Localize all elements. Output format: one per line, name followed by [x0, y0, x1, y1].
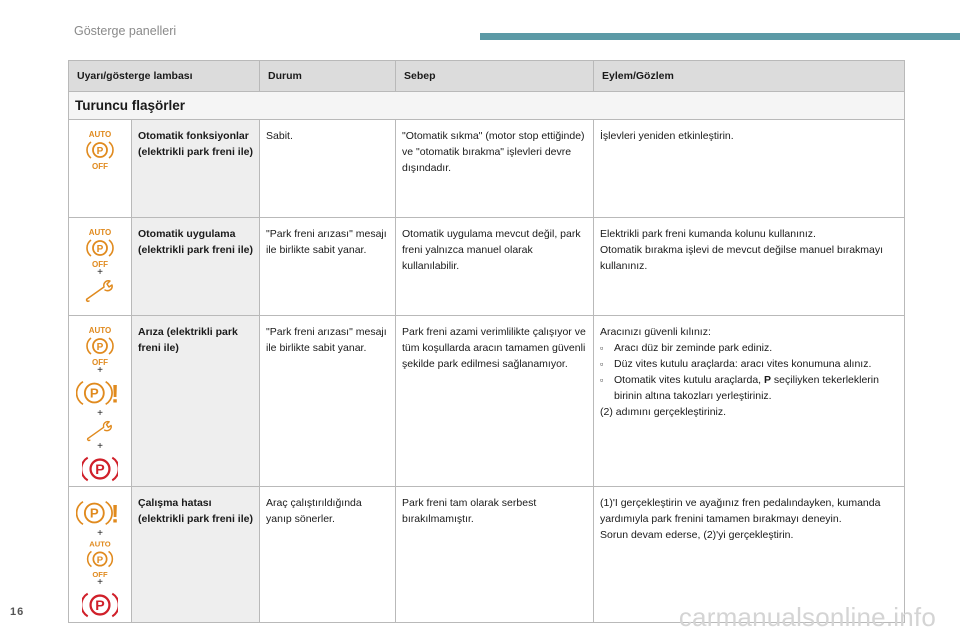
- table-header-row: [69, 61, 905, 92]
- state-text: Otomatik uygulama (elektrikli park freni ile): [132, 218, 260, 316]
- condition-text: Araç çalıştırıldığında yanıp sönerler.: [260, 487, 396, 623]
- auto-off-brake-icon: [83, 325, 117, 367]
- action-line: Sorun devam ederse, (2)'yi gerçekleştirin.: [600, 529, 794, 541]
- auto-off-brake-icon: [83, 227, 117, 269]
- condition-text: "Park freni arızası" mesajı ile birlikte sabit yanar.: [260, 218, 396, 316]
- plus-sign: +: [97, 267, 103, 278]
- plus-sign: +: [97, 528, 103, 539]
- plus-sign: +: [97, 441, 103, 452]
- cause-text: Otomatik uygulama mevcut değil, park freni yalnızca manuel olarak kullanılabilir.: [396, 218, 594, 316]
- cause-text: Park freni azami verimlilikte çalışıyor ve tüm koşullarda aracın tamamen güvenli şekilde park edilmesi sağlanamıyor.: [396, 316, 594, 487]
- action-text: İşlevleri yeniden etkinleştirin.: [594, 120, 905, 218]
- wrench-icon: [84, 278, 116, 304]
- bullet-text: Düz vites kutulu araçlarda: aracı vites konumuna alınız.: [614, 358, 872, 370]
- header-action: Eylem/Gözlem: [594, 61, 905, 92]
- bullet-text-bold: P: [764, 374, 772, 386]
- state-text: Çalışma hatası (elektrikli park freni ile): [132, 487, 260, 623]
- bullet-icon: ▫: [600, 359, 604, 369]
- action-intro: Aracınızı güvenli kılınız:: [600, 326, 711, 338]
- plus-sign: +: [97, 408, 103, 419]
- lamp-icon-cell: [69, 316, 132, 487]
- plus-sign: +: [97, 365, 103, 376]
- header-condition: Durum: [260, 61, 396, 92]
- condition-text: "Park freni arızası" mesajı ile birlikte sabit yanar.: [260, 316, 396, 487]
- condition-text: Sabit.: [260, 120, 396, 218]
- lamp-icon-cell: [69, 120, 132, 218]
- action-line: Otomatik bırakma işlevi de mevcut değilse manuel bırakmayı kullanınız.: [600, 244, 884, 272]
- header-cause: Sebep: [396, 61, 594, 92]
- warning-lamp-table: [68, 60, 905, 623]
- page-number: 16: [10, 606, 25, 618]
- state-text: Arıza (elektrikli park freni ile): [132, 316, 260, 487]
- section-title-amber: Turuncu flaşörler: [69, 92, 905, 120]
- bullet-icon: ▫: [600, 375, 604, 385]
- lamp-icon-cell: [69, 487, 132, 623]
- action-text: [594, 218, 905, 316]
- cause-text: "Otomatik sıkma" (motor stop ettiğinde) ve "otomatik bırakma" işlevleri devre dışındadır.: [396, 120, 594, 218]
- action-bullet: [600, 340, 898, 356]
- auto-off-brake-icon: [83, 539, 117, 579]
- wrench-icon: [84, 419, 116, 443]
- table-row: [69, 218, 905, 316]
- header-warning-lamp: Uyarı/gösterge lambası: [69, 61, 260, 92]
- state-text: Otomatik fonksiyonlar (elektrikli park freni ile): [132, 120, 260, 218]
- table-row: [69, 120, 905, 218]
- auto-off-brake-icon: [83, 129, 117, 171]
- table-row: [69, 316, 905, 487]
- action-line: (1)'I gerçekleştirin ve ayağınız fren pedalındayken, kumanda yardımıyla park frenini tamamen bırakmayı deneyin.: [600, 497, 881, 525]
- plus-sign: +: [97, 577, 103, 588]
- section-row: [69, 92, 905, 120]
- red-brake-icon: [82, 588, 118, 622]
- brake-warning-icon: [76, 496, 124, 530]
- brake-warning-icon: [76, 376, 124, 410]
- action-text: [594, 316, 905, 487]
- cause-text: Park freni tam olarak serbest bırakılmamıştır.: [396, 487, 594, 623]
- bullet-text-prefix: Otomatik vites kutulu araçlarda,: [614, 374, 764, 386]
- red-brake-icon: [82, 452, 118, 486]
- action-bullet: [600, 356, 898, 372]
- bullet-icon: ▫: [600, 343, 604, 353]
- action-outro: (2) adımını gerçekleştiriniz.: [600, 406, 727, 418]
- action-bullet: [600, 372, 898, 404]
- bullet-text-suffix: seçiliyken tekerleklerin birinin altına takozları yerleştiriniz.: [614, 374, 879, 402]
- watermark-text: carmanualsonline.info: [678, 602, 936, 632]
- bullet-text: Aracı düz bir zeminde park ediniz.: [614, 342, 773, 354]
- action-line: Elektrikli park freni kumanda kolunu kullanınız.: [600, 228, 816, 240]
- header-accent-bar: [480, 33, 960, 40]
- page-section-title: Gösterge panelleri: [74, 24, 177, 38]
- lamp-icon-cell: [69, 218, 132, 316]
